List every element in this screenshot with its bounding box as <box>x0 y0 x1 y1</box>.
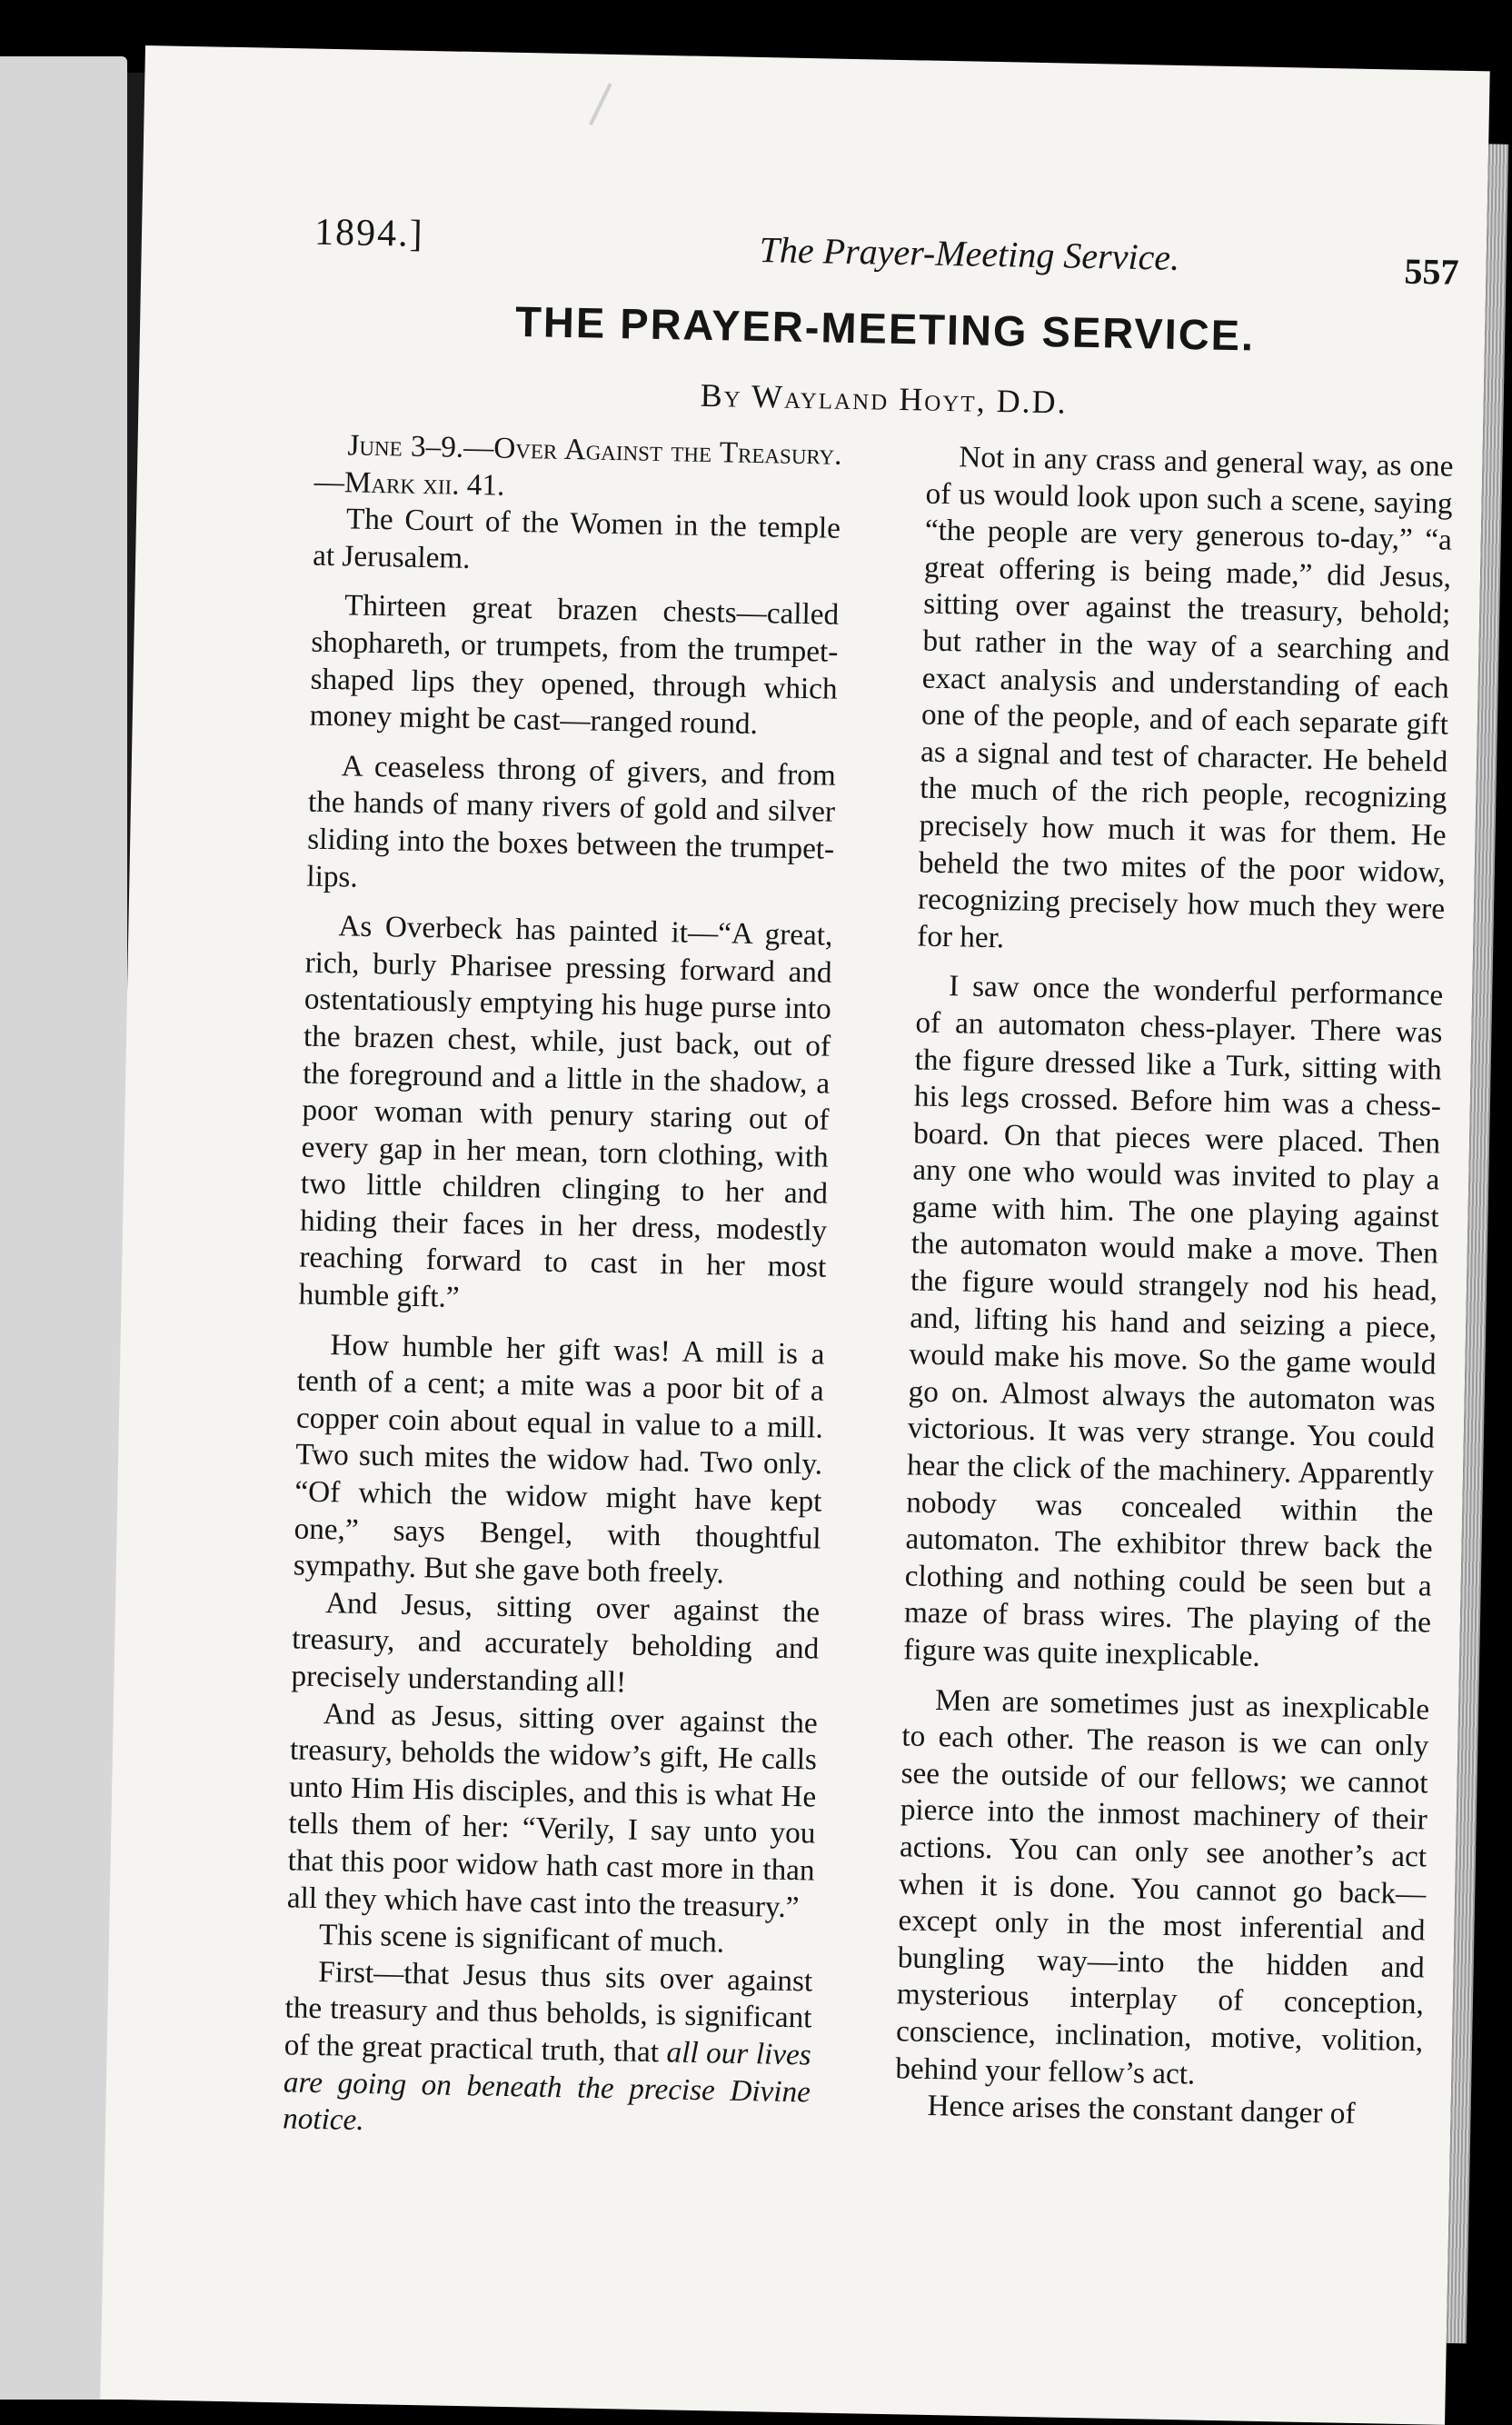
paragraph: Not in any crass and general way, as one of us would look upon such a scene, saying “the people are very generous to-day,” “a great offering is being made,” did Jesus, sitting over against the treasury, behold; but rather in the way of a searching and exact analysis and understanding of each one of the people, and of each separate gift as a signal and test of character. He beheld the much of the rich people, recognizing precisely how much it was for them. He beheld the two mites of the poor widow, recognizing precisely how much they were for her. <box>916 440 1454 955</box>
paragraph: I saw once the wonderful performance of an automaton chess-player. There was the figure dressed like a Turk, sitting with his legs crossed. Before him was a chess-board. On that pieces were placed. Then any one who would was invited to play a game with him. The one playing against the automaton would make a move. Then the figure would strangely nod his head, and, lifting his hand and seizing a piece, would make his move. So the game would go on. Almost always the automaton was victorious. It was very strange. You could hear the click of the machinery. Apparently nobody was concealed within the automaton. The exhibitor threw back the clothing and nothing could be seen but a maze of brass wires. The playing of the figure was quite inexplicable. <box>902 969 1444 1673</box>
paragraph: And as Jesus, sitting over against the treasury, beholds the widow’s gift, He calls unto Him His disciples, and this is what He tells them of her: “Verily, I say unto you that this poor widow hath cast more in than all they which have cast into the treasury.” <box>286 1696 819 1924</box>
running-head <box>313 211 1459 293</box>
article-byline: By Wayland Hoyt, D.D. <box>700 376 1069 421</box>
page-number: 557 <box>1404 250 1459 293</box>
paragraph: How humble her gift was! A mill is a tenth of a cent; a mite was a poor bit of a copper coin about equal in value to a mill. Two such mites the widow had. Two only. “Of which the widow might have kept one,” says Bengel, with thoughtful sympathy. But she gave both freely. <box>293 1327 825 1591</box>
paragraph: Men are sometimes just as inexplicable to each other. The reason is we can only see the outside of our fellows; we cannot pierce into the inmost machinery of their actions. You can only see another’s act when it is done. You cannot go back—except only in the most inferential and bungling way—into the hidden and mysterious interplay of conception, conscience, inclination, motive, volition, behind your fellow’s act. <box>895 1682 1430 2091</box>
article-title: THE PRAYER-MEETING SERVICE. <box>514 296 1256 360</box>
italic-emphasis: all our lives are going on beneath the precise Divine notice. <box>282 2035 812 2138</box>
pen-mark <box>589 83 612 125</box>
section-heading: June 3–9.—Over Against the Treasury.—Mark xii. 41. <box>313 428 842 503</box>
running-head-title: The Prayer-Meeting Service. <box>759 229 1180 278</box>
paragraph: Hence arises the constant danger of <box>927 2089 1356 2131</box>
running-head-year: 1894.] <box>313 211 425 255</box>
paragraph: And Jesus, sitting over against the treasury, and accurately beholding and precisely understanding all! <box>291 1585 821 1700</box>
page-stack-edge <box>1447 144 1508 2343</box>
book-page <box>100 45 1489 2425</box>
left-column <box>283 427 842 2149</box>
paragraph: Thirteen great brazen chests—called shophareth, or trumpets, from the trumpet-shaped lips they opened, through which money might be cast—ranged round. <box>309 588 840 742</box>
paragraph-text: First—that Jesus thus sits over against the treasury and thus beholds, is significant of the great practical truth, that <box>284 1954 813 2070</box>
paragraph: The Court of the Women in the temple at Jerusalem. <box>312 502 841 575</box>
paragraph: As Overbeck has painted it—“A great, rich, burly Pharisee pressing forward and ostentatiously emptying his huge purse into the brazen chest, while, just back, out of the foreground and a little in the shadow, a poor woman with penury staring out of every gap in her mean, torn clothing, with two little children clinging to her and hiding their faces in her dress, modestly reaching forward to cast in her most humble gift.” <box>298 909 833 1314</box>
right-column <box>894 439 1453 2135</box>
paragraph <box>283 1953 813 2148</box>
paragraph: This scene is significant of much. <box>318 1918 725 1960</box>
paragraph: A ceaseless throng of givers, and from the hands of many rivers of gold and silver sliding into the boxes between the trumpet-lips. <box>306 749 837 894</box>
